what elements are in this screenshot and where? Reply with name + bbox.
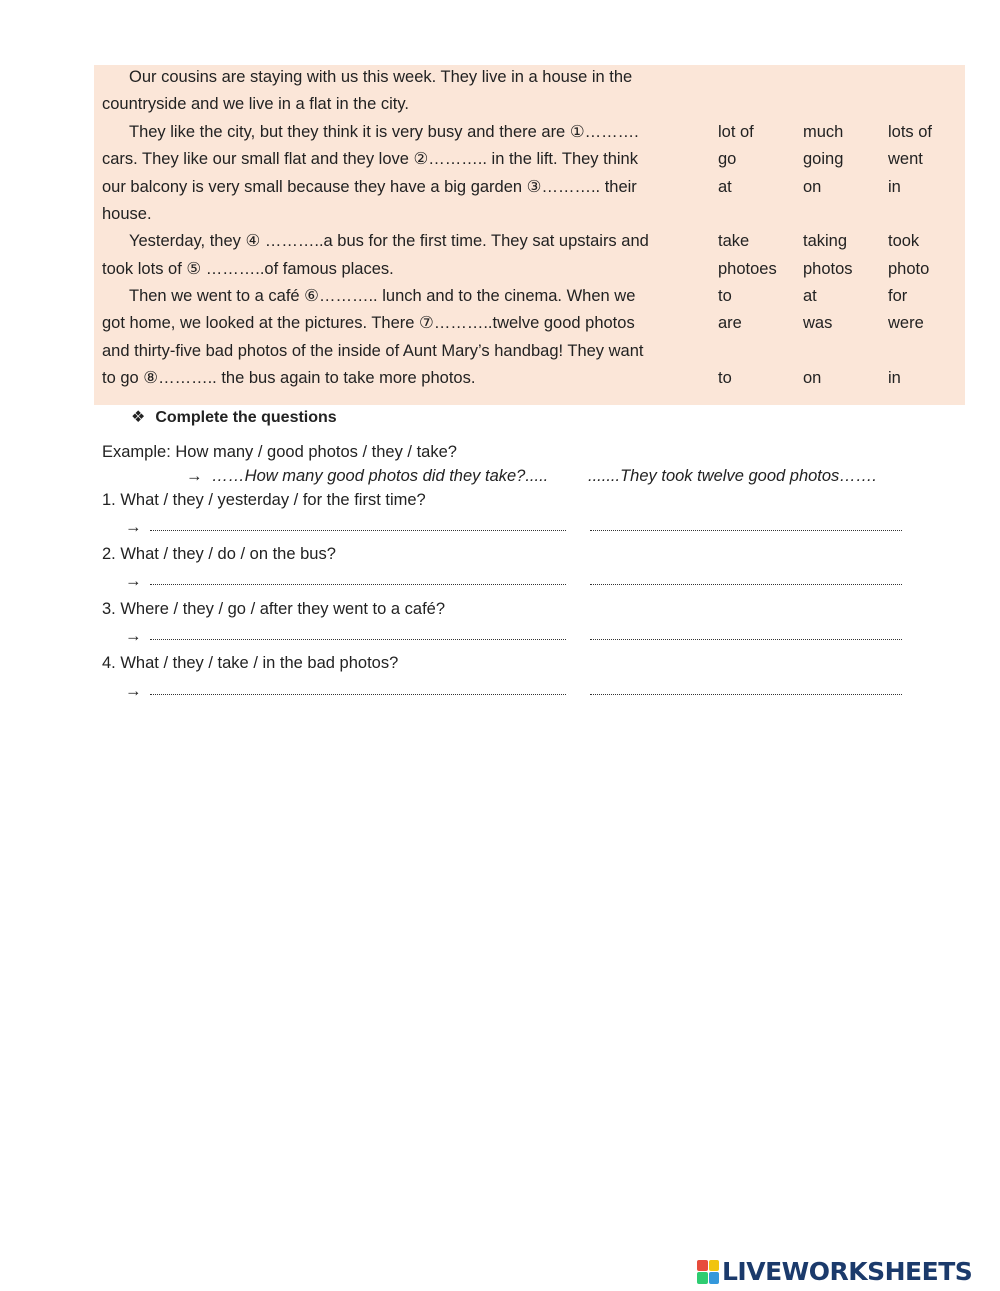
passage-line-8: took lots of ⑤ ………..of famous places. (102, 260, 394, 278)
answer-4-field[interactable] (590, 694, 902, 695)
option-6c[interactable]: for (888, 287, 908, 305)
liveworksheets-logo-text: LIVEWORKSHEETS (722, 1257, 973, 1286)
question-1: 1. What / they / yesterday / for the first time? (102, 491, 426, 509)
section-heading (131, 408, 337, 428)
option-7b[interactable]: was (803, 314, 833, 332)
option-6a[interactable]: to (718, 287, 732, 305)
option-4c[interactable]: took (888, 232, 920, 250)
example-question-answer (186, 466, 548, 486)
arrow-icon: → (125, 518, 142, 536)
option-3a[interactable]: at (718, 178, 732, 196)
liveworksheets-logo (697, 1257, 972, 1286)
option-2b[interactable]: going (803, 150, 844, 168)
option-5c[interactable]: photo (888, 260, 930, 278)
answer-2-field[interactable] (590, 584, 902, 585)
passage-line-6: house. (102, 205, 152, 223)
option-1a[interactable]: lot of (718, 123, 754, 141)
option-7a[interactable]: are (718, 314, 742, 332)
option-3b[interactable]: on (803, 178, 822, 196)
question-2: 2. What / they / do / on the bus? (102, 545, 336, 563)
option-8a[interactable]: to (718, 369, 732, 387)
option-8c[interactable]: in (888, 369, 901, 387)
passage-line-5: our balcony is very small because they have a big garden ③……….. their (102, 178, 637, 196)
example-answer: .......They took twelve good photos……. (588, 467, 877, 485)
passage-line-10: got home, we looked at the pictures. There ⑦………..twelve good photos (102, 314, 635, 332)
option-1b[interactable]: much (803, 123, 844, 141)
option-5b[interactable]: photos (803, 260, 853, 278)
option-4a[interactable]: take (718, 232, 750, 250)
passage-line-7: Yesterday, they ④ ………..a bus for the first time. They sat upstairs and (129, 232, 649, 250)
passage-line-2: countryside and we live in a flat in the city. (102, 95, 409, 113)
answer-3-field[interactable] (590, 639, 902, 640)
section-heading-text: Complete the questions (155, 409, 337, 426)
passage-line-4: cars. They like our small flat and they love ②……….. in the lift. They think (102, 150, 638, 168)
question-4: 4. What / they / take / in the bad photos? (102, 654, 399, 672)
example-prompt: Example: How many / good photos / they / take? (102, 443, 457, 461)
arrow-icon: → (125, 572, 142, 590)
passage-line-3: They like the city, but they think it is very busy and there are ①………. (129, 123, 639, 141)
option-4b[interactable]: taking (803, 232, 848, 250)
option-1c[interactable]: lots of (888, 123, 933, 141)
option-5a[interactable]: photoes (718, 260, 777, 278)
question-2-answer-field[interactable] (150, 584, 566, 585)
option-2c[interactable]: went (888, 150, 923, 168)
option-3c[interactable]: in (888, 178, 901, 196)
arrow-icon: → (186, 467, 203, 485)
liveworksheets-logo-icon (697, 1260, 719, 1284)
passage-line-1: Our cousins are staying with us this week. They live in a house in the (129, 68, 633, 86)
option-8b[interactable]: on (803, 369, 822, 387)
arrow-icon: → (125, 682, 142, 700)
arrow-icon: → (125, 627, 142, 645)
option-6b[interactable]: at (803, 287, 817, 305)
answer-1-field[interactable] (590, 530, 902, 531)
passage-line-12: to go ⑧……….. the bus again to take more photos. (102, 369, 476, 387)
question-1-answer-field[interactable] (150, 530, 566, 531)
question-3-answer-field[interactable] (150, 639, 566, 640)
diamond-bullet-icon: ❖ (131, 409, 146, 426)
question-3: 3. Where / they / go / after they went to a café? (102, 600, 446, 618)
question-4-answer-field[interactable] (150, 694, 566, 695)
option-7c[interactable]: were (888, 314, 924, 332)
passage-line-9: Then we went to a café ⑥……….. lunch and to the cinema. When we (129, 287, 636, 305)
option-2a[interactable]: go (718, 150, 737, 168)
passage-line-11: and thirty-five bad photos of the inside of Aunt Mary’s handbag! They want (102, 342, 644, 360)
example-question-text: ……How many good photos did they take?..... (211, 467, 549, 485)
